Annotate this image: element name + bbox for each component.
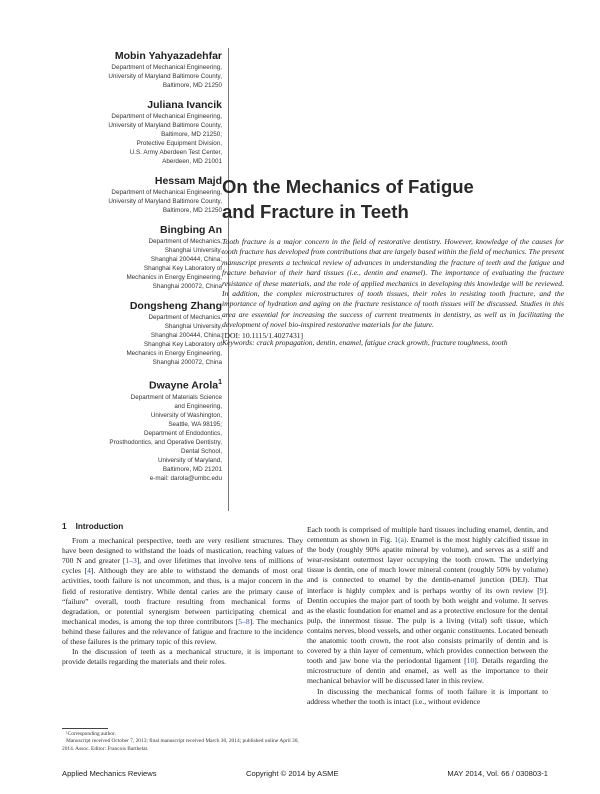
author-affiliation-line: Dental School, xyxy=(181,447,222,455)
author-affiliation-line: Baltimore, MD 21250 xyxy=(162,82,222,89)
author-affiliation-line: Baltimore, MD 21250; xyxy=(161,131,222,138)
intro-paragraph-3: Each tooth is comprised of multiple hard tissues including enamel, dentin, and cementum as shown in Fig. 1(a). Enamel is the most highly calcified tissue in the body (roughly 90% apatite mineral by volume), and serves as a stiff and wear-resistant outermost layer occupying the tooth crown. The underlying tissue is dentin, one of much lower mineral content (roughly 50% by volume) and is connected to enamel by the dentin-enamel junction (DEJ). That interface is highly complex and is perhaps worthy of its own review [9]. Dentin occupies the major part of tooth by both weight and volume. It serves as the elastic foundation for enamel and as a protective enclosure for the dental pulp, the innermost tissue. The pulp is a living (vital) soft tissue, which contains nerves, blood vessels, and other organic constituents. Located beneath the anatomic tooth crown, the root also consists primarily of dentin and is covered by a thin layer of cementum, which provides connection between the tooth and jaw bone via the periodontal ligament [10]. Details regarding the microstructure of dentin and enamel, as well as the importance to their mechanical behavior will be discussed later in this review. xyxy=(307,525,548,686)
author-affiliation-line: Shanghai Key Laboratory of xyxy=(143,265,222,272)
author-affiliation-line: Department of Mechanical Engineering, xyxy=(111,113,222,120)
author-affiliation-line: Mechanics in Energy Engineering, xyxy=(126,350,222,357)
footer-copyright: Copyright © 2014 by ASME xyxy=(246,769,339,778)
author-name: Dongsheng Zhang xyxy=(129,300,222,312)
author-affiliation-line: and Engineering, xyxy=(174,402,222,410)
author-name: Mobin Yahyazadehfar xyxy=(114,50,222,62)
author-affiliation-line: Department of Mechanics, xyxy=(148,314,222,321)
author-affiliation-line: University of Washington, xyxy=(150,411,222,419)
author-affiliation-line: Baltimore, MD 21201 xyxy=(162,465,222,473)
author-affiliation-line: Aberdeen, MD 21001 xyxy=(162,158,222,165)
author-affiliation-line: Department of Endodontics, xyxy=(143,429,222,437)
section-title: Introduction xyxy=(75,522,124,531)
footer-journal: Applied Mechanics Reviews xyxy=(62,769,157,778)
author-block xyxy=(40,376,222,483)
author-affiliation-line: Protective Equipment Division, xyxy=(136,140,222,147)
footnote-rule xyxy=(62,728,108,729)
author-affiliation-line: Shanghai 200444, China; xyxy=(150,332,222,339)
author-affiliation-line: Shanghai University, xyxy=(164,323,222,330)
footnote-corresponding: ¹Corresponding author. xyxy=(66,731,116,737)
author-block xyxy=(40,50,222,90)
author-affiliation-line: Baltimore, MD 21250 xyxy=(162,207,222,214)
author-affiliation-line: Mechanics in Energy Engineering, xyxy=(126,274,222,281)
footnote-received: Manuscript received October 7, 2013; final manuscript received March 30, 2014; published online April 30, 2014. Assoc. Editor: Francois Barthelat. xyxy=(62,738,299,752)
citation-link[interactable]: 5–8 xyxy=(238,616,250,626)
author-affiliation-line: Department of Mechanical Engineering, xyxy=(111,189,222,196)
author-affiliation-line: University of Maryland Baltimore County, xyxy=(108,73,222,80)
body-column-right xyxy=(307,525,548,707)
intro-paragraph-1: From a mechanical perspective, teeth are very resilient structures. They have been designed to withstand the loads of mastication, reaching values of 700 N and greater [1–3], and over lifetimes that involve tens of millions of cycles [4]. Although they are able to withstand the demands of most oral activities, tooth failure is not uncommon, and thus, is a major concern in the field of restorative dentistry. While dental caries are the primary cause of “failure” overall, tooth fracture resulting from mechanical forms of degradation, or potential synergism between participating chemical and mechanical modes, is among the top three contributors [5–8]. The mechanics behind these failures and the relevance of fatigue and fracture to the incidence of these failures is the primary topic of this review. xyxy=(62,536,303,647)
footer-issue: MAY 2014, Vol. 66 / 030803-1 xyxy=(447,769,548,778)
section-heading xyxy=(62,522,303,532)
citation-link[interactable]: 4 xyxy=(87,566,91,576)
author-affiliation-line: Shanghai 200072, China xyxy=(152,283,222,290)
section-number: 1 xyxy=(62,522,67,531)
citation-link[interactable]: 9 xyxy=(539,585,544,595)
author-block xyxy=(40,99,222,166)
keywords: Keywords: crack propagation, dentin, enamel, fatigue crack growth, fracture toughness, tooth xyxy=(222,338,508,347)
abstract xyxy=(222,237,564,341)
author-affiliation-line: Department of Materials Science xyxy=(130,393,222,401)
author-name: Hessam Majd xyxy=(154,175,222,187)
title-line-2: and Fracture in Teeth xyxy=(222,201,409,222)
intro-paragraph-4: In discussing the mechanical forms of tooth failure it is important to address whether the tooth is intact (i.e., without evidence xyxy=(307,686,548,706)
author-name: Dwayne Arola$^1$ xyxy=(149,379,222,392)
title-line-1: On the Mechanics of Fatigue xyxy=(222,176,474,197)
figure-link[interactable]: 1(a) xyxy=(394,535,407,545)
author-name: Juliana Ivancik xyxy=(147,99,222,111)
author-affiliation-line: Shanghai 200072, China xyxy=(152,359,222,366)
author-affiliation-line: Seattle, WA 98195; xyxy=(168,420,222,428)
author-block xyxy=(40,224,222,291)
paper-title xyxy=(222,174,562,224)
author-affiliation-line: Shanghai Key Laboratory of xyxy=(143,341,222,348)
intro-paragraph-2: In the discussion of teeth as a mechanical structure, it is important to provide details regarding the materials and their roles. xyxy=(62,647,303,667)
doi: [DOI: 10.1115/1.4027431] xyxy=(222,330,304,340)
author-list xyxy=(40,50,222,492)
citation-link[interactable]: 1–3 xyxy=(125,556,137,566)
author-affiliation-line: University of Maryland, xyxy=(157,456,222,464)
author-affiliation-line: Department of Mechanics, xyxy=(148,238,222,245)
author-affiliation-line: Prosthodontics, and Operative Dentistry, xyxy=(109,438,222,446)
author-name: Bingbing An xyxy=(159,224,222,236)
author-affiliation-line: e-mail: darola@umbc.edu xyxy=(149,474,222,482)
footnotes xyxy=(62,731,303,753)
author-affiliation-line: U.S. Army Aberdeen Test Center, xyxy=(129,149,222,156)
author-block xyxy=(40,175,222,215)
body-column-left xyxy=(62,522,303,667)
author-affiliation-line: Shanghai University, xyxy=(164,247,222,254)
author-affiliation-line: Shanghai 200444, China; xyxy=(150,256,222,263)
corresponding-mark: 1 xyxy=(218,379,222,386)
author-block xyxy=(40,300,222,367)
author-affiliation-line: Department of Mechanical Engineering, xyxy=(111,64,222,71)
page-footer xyxy=(62,769,548,781)
author-affiliation-line: University of Maryland Baltimore County, xyxy=(108,198,222,205)
abstract-text: Tooth fracture is a major concern in the field of restorative dentistry. However, knowledge of the causes for tooth fracture has developed from contributions that are largely based within the field of mechanics. The present manuscript presents a technical review of advances in understanding the fracture of teeth and the fatigue and fracture behavior of their hard tissues (i.e., dentin and enamel). The importance of evaluating the fracture resistance of these materials, and the role of applied mechanics in developing this knowledge will be reviewed. In addition, the complex microstructures of tooth tissues, their roles in resisting tooth fracture, and the importance of hydration and aging on the fracture resistance of tooth tissues will be discussed. Studies in this area are essential for increasing the success of current treatments in dentistry, as well as in facilitating the development of novel bio-inspired restorative materials for the future. xyxy=(222,237,564,330)
author-affiliation-line: University of Maryland Baltimore County, xyxy=(108,122,222,129)
citation-link[interactable]: 10 xyxy=(466,656,475,666)
